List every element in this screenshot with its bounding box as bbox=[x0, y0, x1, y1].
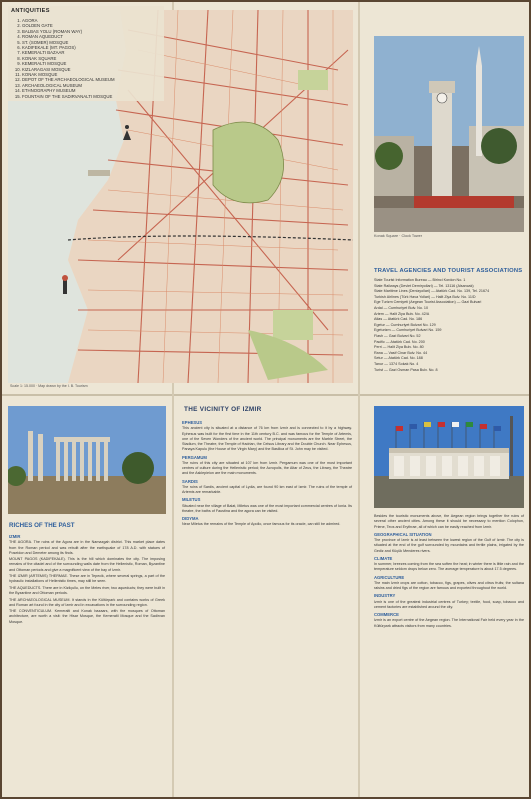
vicinity-title: THE VICINITY OF IZMIR bbox=[184, 406, 262, 413]
agency-entry: State Maritime Lines (Denizyollari) — Atatürk Cad. No. 139, Tel. 21674 bbox=[374, 289, 490, 294]
region-paragraph: Izmir is an export centre of the Aegean region. The International Fair held every year in the Kültürpark attracts visitors from many countries. bbox=[374, 618, 524, 628]
vicinity-text bbox=[182, 418, 352, 529]
riches-paragraph: THE IZMIR (ARTEMIS) THERMAE. These are in Tepecik, where several springs, a part of the hydraulic installations of Hellenistic times, may still be seen. bbox=[9, 574, 165, 584]
legend-title: ANTIQUITIES bbox=[11, 8, 50, 14]
legend-item: 6. KADIFEKALE (MT. PAGOS) bbox=[22, 45, 161, 50]
legend-item: 2. GOLDEN GATE bbox=[22, 23, 161, 28]
legend-item: 13. ARCHAEOLOGICAL MUSEUM bbox=[22, 83, 161, 88]
agency-entry: Rana — Vasif Cinar Bulv. No. 44 bbox=[374, 350, 428, 355]
agency-entry: Artem — Halit Ziya Bulv. No. 42/A bbox=[374, 311, 430, 316]
agency-entry: Egetur — Cumhuriyet Bulvari No. 129 bbox=[374, 322, 436, 327]
riches-paragraph: THE ARCHAEOLOGICAL MUSEUM. It stands in the Kültürpark and contains works of Greek and Roman art found in the city of Izmir and in excavations in the surrounding region. bbox=[9, 597, 165, 607]
agency-entry: State Tourist Information Bureau — Birinci Kordon No. 1 bbox=[374, 278, 466, 282]
legend-item: 7. KEMERALTI BAZAAR bbox=[22, 50, 161, 55]
riches-paragraph: THE AQUEDUCTS. There are in Kizilçullu, on the Meles river, two aqueducts; they were built in the Byzantine and Ottoman periods. bbox=[9, 585, 165, 596]
fold-line-horizontal bbox=[2, 394, 529, 396]
legend-item: 1. AGORA bbox=[22, 18, 161, 23]
vicinity-heading: PERGAMUM bbox=[182, 454, 207, 460]
legend-item: 8. KONAK SQUARE bbox=[22, 56, 161, 61]
region-paragraph: Besides the touristic monuments above, the Aegean region brings together the ruins of several other ancient cities. Among these it should be necessary to mention Colophon, Priene, Teos and Erythrae, all of which can be easily reached from Izmir. bbox=[374, 514, 524, 529]
legend-list bbox=[11, 18, 161, 99]
agency-entry: Egeturizm — Cumhuriyet Bulvari No. 159 bbox=[374, 328, 442, 333]
agencies-section bbox=[374, 268, 524, 373]
vicinity-paragraph: The ruins of Sardis, ancient capital of Lydia, are found 90 km east of Izmir. The ruins of the temple of Artemis are remarkable. bbox=[182, 484, 352, 494]
agencies-list bbox=[374, 278, 524, 373]
agency-entry: Turkish Airlines (Türk Hava Yollari) — Halit Ziya Bulv. No. 11/D bbox=[374, 294, 476, 299]
region-heading: AGRICULTURE bbox=[374, 574, 405, 580]
region-paragraph: The province of Izmir is at least between the lowest region of the Gulf of Izmir. The city is situated at the end of the gulf surrounded by mountains and fertile plains, irrigated by the Gediz and Küçük Menderes rivers. bbox=[374, 538, 524, 553]
map-caption: Scale 1: 15.000 · Map drawn by the I. B. Tourism bbox=[10, 384, 88, 388]
riches-text bbox=[9, 532, 165, 626]
riches-title: RICHES OF THE PAST bbox=[9, 522, 75, 529]
legend-item: 3. BALBAS YOLU (ROMAN WAY) bbox=[22, 29, 161, 34]
ephesus-ruins-photo bbox=[8, 406, 166, 514]
legend-item: 14. ETHNOGRAPHY MUSEUM bbox=[22, 88, 161, 93]
region-heading: CLIMATE bbox=[374, 555, 393, 561]
legend-item: 12. DEPOT OF THE ARCHAEOLOGICAL MUSEUM bbox=[22, 77, 161, 82]
agency-entry: Setur — Atatürk Cad. No. 188 bbox=[374, 356, 423, 361]
legend-item: 5. ST. (SOMER) MOSQUE bbox=[22, 40, 161, 45]
agency-entry: Pacific — Atatürk Cad. No. 200 bbox=[374, 339, 425, 344]
agency-entry: Tanur — 1374 Sokak No. 4 bbox=[374, 361, 419, 366]
brochure-sheet bbox=[2, 2, 529, 797]
legend-item: 15. FOUNTAIN OF THE SADIRVANALTI MOSQUE bbox=[22, 94, 161, 99]
agencies-title: TRAVEL AGENCIES AND TOURIST ASSOCIATIONS bbox=[374, 268, 523, 274]
legend-item: 9. KEMERALTI MOSQUE bbox=[22, 61, 161, 66]
vicinity-paragraph: Situated near the village of Balat, Miletus was one of the most important commercial centres of Ionia. Its theatre, the baths of Faustina and the agora can be visited. bbox=[182, 503, 352, 513]
region-heading: INDUSTRY bbox=[374, 593, 396, 599]
agency-entry: Flash — Gazi Bulvari No. 52 bbox=[374, 333, 421, 338]
agency-entry: Ardal — Cumhuriyet Bulv. No. 10 bbox=[374, 305, 429, 310]
agency-entry: Turist — Gazi Osman Pasa Bulv. No. 8 bbox=[374, 367, 438, 372]
antiquities-legend bbox=[8, 6, 164, 101]
riches-heading: IZMIR bbox=[9, 534, 21, 539]
fold-line-right bbox=[358, 2, 360, 797]
agency-entry: Atlas — Atatürk Cad. No. 186 bbox=[374, 317, 423, 322]
vicinity-paragraph: Near Miletus the remains of the Temple of Apollo, once famous for its oracle, can still be admired. bbox=[182, 522, 341, 527]
international-fair-photo bbox=[374, 406, 524, 508]
vicinity-heading: MILETUS bbox=[182, 497, 201, 503]
region-paragraph: The main Izmir crops are cotton, tobacco, figs, grapes, olives and citrus fruits; the sultana raisins and dried figs of the region are famous and exported throughout the world. bbox=[374, 580, 524, 590]
legend-item: 10. KIZLARAGASI MOSQUE bbox=[22, 67, 161, 72]
legend-item: 4. ROMAN AQUEDUCT bbox=[22, 34, 161, 39]
clock-tower-photo bbox=[374, 36, 524, 232]
region-heading: GEOGRAPHICAL SITUATION bbox=[374, 531, 432, 537]
riches-paragraph: THE AGORA. The ruins of the Agora are in the Namazgah district. This market place dates from the Roman period and was rebuilt after the earthquake of 178 A.D. with statues of Poseidon and Demeter among its finds. bbox=[9, 540, 165, 555]
region-text bbox=[374, 514, 524, 630]
vicinity-paragraph: This ancient city is situated at a distance of 76 km from Izmir and is connected to it by a highway. Ephesus was built for the first time in the 11th century B.C. and was famous for the Temple of Artemis, one of the Seven Wonders of the ancient world. The principal monuments are the Marble Street, the Stadium, the Theatre, the Temple of Hadrian, the Celsus Library and the Double Church. Near Ephesus, Panaya Kapulu (the House of the Virgin Mary) and the Basilica of St. John may be visited. bbox=[182, 426, 352, 452]
vicinity-heading: SARDIS bbox=[182, 478, 198, 484]
tower-caption: Konak Square · Clock Tower bbox=[374, 234, 423, 238]
riches-paragraph: THE CONVENTICULUM. Kemeralti and Konak bazaars, with the mosques of Ottoman architecture, are worth a visit: the Hisar Mosque, the Kemeralti Mosque and the Sadirvan Mosque. bbox=[9, 609, 165, 624]
riches-paragraph: MOUNT PAGOS (KADIFEKALE). This is the hill which dominates the city. The imposing remains of the citadel and of the surrounding walls date from the Hellenistic, Roman, Byzantine and Ottoman periods and give a magnificent view of the bay of Izmir. bbox=[9, 557, 165, 572]
region-heading: COMMERCE bbox=[374, 612, 399, 617]
vicinity-heading: EPHESUS bbox=[182, 420, 203, 425]
region-paragraph: Izmir is one of the greatest industrial centres of Turkey; textile, food, soap, tobacco and cement factories are established around the city. bbox=[374, 599, 524, 609]
vicinity-paragraph: The ruins of this city are situated at 107 km from Izmir. Pergamum was one of the most important centres of culture during the Hellenistic period; the Acropolis, the Altar of Zeus, the Library, the Theatre and the Asklepieion are the main monuments. bbox=[182, 460, 352, 476]
vicinity-heading: DIDYMA bbox=[182, 516, 199, 521]
agency-entry: Ege Turizm Cemiyeti (Aegean Tourist Association) — Gazi Bulvari bbox=[374, 300, 482, 305]
agency-entry: Perri — Halit Ziya Bulv. No. 80 bbox=[374, 345, 424, 350]
agency-entry: State Railways (Devlet Demiryollari) — Tel. 13116 (Alsancak) bbox=[374, 283, 474, 288]
region-paragraph: In summer, breezes coming from the sea soften the heat; in winter there is little rain and the temperature seldom drops below zero. The average temperature is about 17.5 degrees. bbox=[374, 562, 524, 572]
legend-item: 11. KONAK MOSQUE bbox=[22, 72, 161, 77]
